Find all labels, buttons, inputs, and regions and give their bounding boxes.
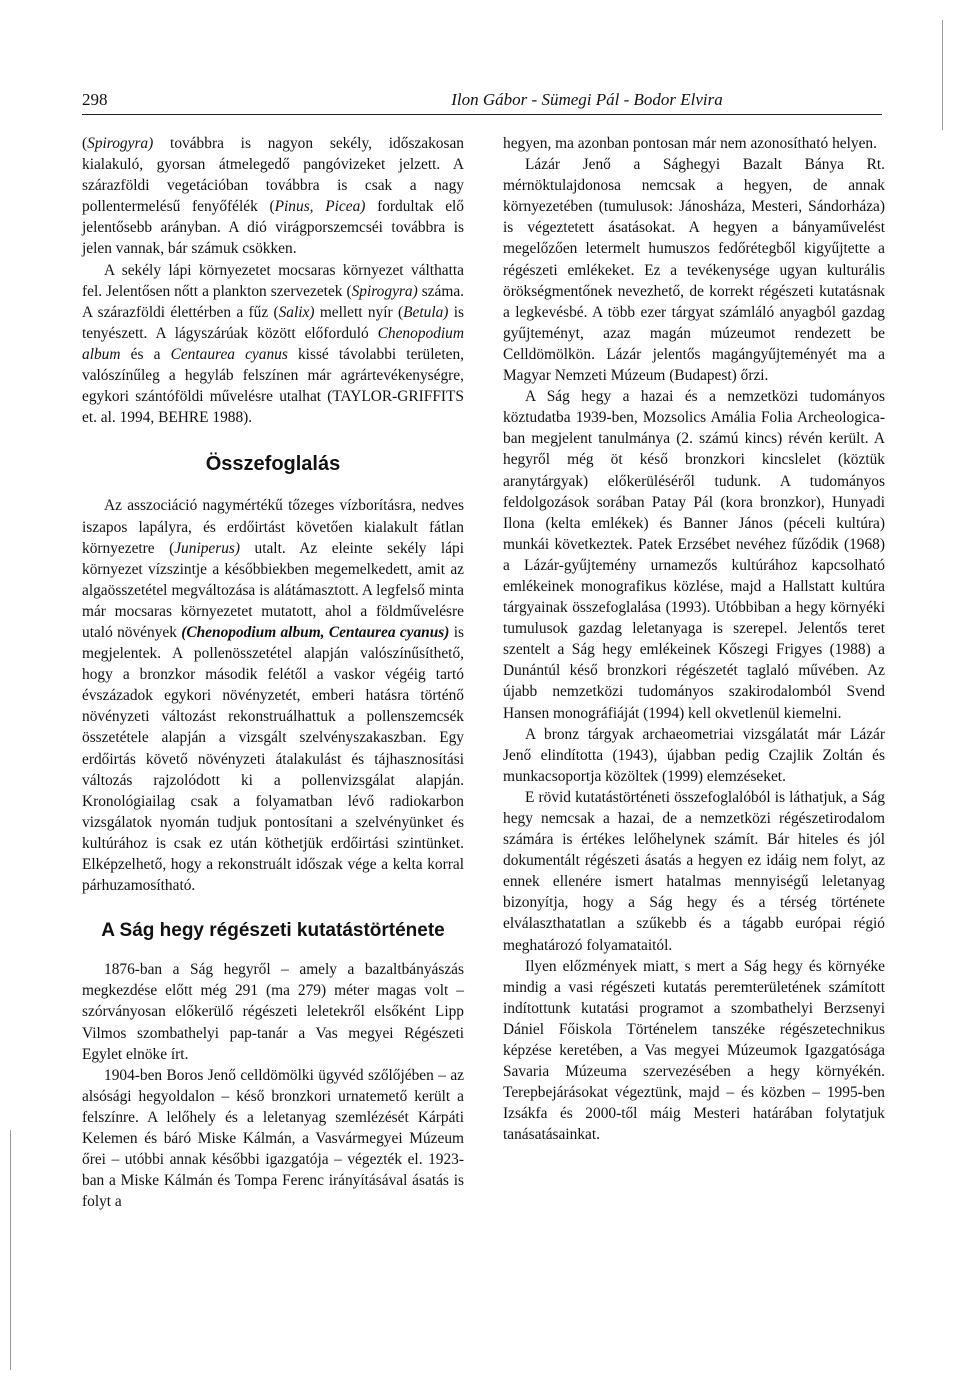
paragraph: Az asszociáció nagymértékű tőzeges vízborításra, nedves iszapos lapályra, és erdőirtást követően kialakult fátlan környezetre (Juniperus) utalt. Az eleinte sekély lápi környezet vízszintje a későbbiekben megemelkedett, amit az algaösszetétel megváltozása is alátámasztott. A legfelső minta már mocsaras környezetet mutatott, ahol a földművelésre utaló növények (Chenopodium album, Centaurea cyanus) is megjelentek. A pollenösszetétel alapján valószínűsíthető, hogy a bronzkor második felétől a vaskor végéig tartó évszázadok egykori növényzetét, emberi hatásra történő növényzeti változást rekonstruálhattuk a pollenszemcsék összetétele alapján a vizsgált szelvényszakaszban. Egy erdőirtás követő növényzeti átalakulást és tájhasznosítási változás rajzolódott ki a pollenvizsgálat alapján. Kronológiailag csak a folyamatban lévő radiokarbon vizsgálatok nyomán tudjuk pontosítani a szelvényünket és kultúrához is csak ez után köthetjük erdőirtási szintünket. Elképzelhető, hogy a rekonstruált időszak vége a kelta korral párhuzamosítható. [82, 497, 465, 895]
paragraph: A Ság hegy a hazai és a nemzetközi tudományos köztudatba 1939-ben, Mozsolics Amália Folia Archeologica-ban megjelent tanulmánya (2. számú kincs) révén került. A hegyről még öt késő bronzkori kincslelet (köztük aranytárgyak) előkerüléséről tudunk. A tudományos feldolgozások sorában Patay Pál (kora bronzkor), Hunyadi Ilona (kelta emlékek) és Banner János (péceli kultúra) munkái következtek. Patek Erzsébet nevéhez fűződik (1968) a Lázár-gyűjtemény urnamezős kultúrához kapcsolható emlékeinek monografikus közlése, majd a Hallstatt kultúra tárgyainak összefoglalása (1993). Utóbbiban a hegy környéki tumulusok gazdag leletanyaga is szerepel. Jelentős teret szentelt a Ság hegy emlékeinek Kőszegi Frigyes (1988) a Dunántúl késő bronzkori régészetét taglaló művében. Az újabb nemzetközi tudományos szakirodalomból Svend Hansen monográfiáját (1994) kell okvetlenül kiemelni. [503, 388, 885, 722]
paragraph: Ilyen előzmények miatt, s mert a Ság hegy és környéke mindig a vasi régészeti kutatás peremterületének számított indítottunk kutatási programot a szombathelyi Berzsenyi Dániel Főiskola Történelem tanszéke régészetechnikus képzése keretében, a Vas megyei Múzeumok Igazgatósága Savaria Múzeuma szervezésében a hegy környékén. Terepbejárásokat végeztünk, majd – és közben – 1995-ben Izsákfa és 2000-től máig Mesteri határában folytatjuk tanásatásainkat. [503, 957, 885, 1144]
running-title: Ilon Gábor - Sümegi Pál - Bodor Elvira [451, 90, 723, 109]
page-header [82, 88, 882, 115]
paragraph: 1876-ban a Ság hegyről – amely a bazaltbányászás megkezdése előtt még 291 (ma 279) méter magas volt – szórványosan előkerülő régészeti leletekről elsőként Lipp Vilmos szombathelyi pap-tanár a Vas megyei Régészeti Egylet elnöke írt. [82, 961, 464, 1063]
paragraph: A sekély lápi környezetet mocsaras környezet válthatta fel. Jelentősen nőtt a plankton szervezetek (Spirogyra) száma. A szárazföldi élettérben a fűz (Salix) mellett nyír (Betula) is tenyészett. A lágyszárúak között előforduló Chenopodium album és a Centaurea cyanus kissé távolabbi területen, valószínűleg a hegyláb felszínen már agrártevékenységre, egykori szántóföldi művelésre utalhat (TAYLOR-GRIFFITS et. al. 1994, BEHRE 1988). [82, 261, 464, 427]
emphasis-text: Salix) [278, 303, 315, 321]
emphasis-text: Chenopodium album [82, 324, 464, 363]
emphasis-text: Juniperus) [174, 539, 241, 557]
scan-edge-mark [942, 20, 943, 130]
emphasis-text: Centaurea cyanus [170, 345, 288, 363]
emphasis-text: Spirogyra) [87, 135, 154, 152]
scan-edge-mark [10, 1130, 11, 1370]
left-column [82, 133, 464, 1212]
page-number: 298 [82, 90, 108, 109]
paragraph: Lázár Jenő a Sághegyi Bazalt Bánya Rt. mérnöktulajdonosa nemcsak a hegyen, de annak környezetében (tumulusok: Jánosháza, Mesteri, Sándorháza) is végeztetett ásatásokat. A hegyen a bányaművelést megelőzően letermelt humuszos fedőrétegből kigyűjtette a régészeti emlékeket. Ez a tevékenysége ugyan kulturális örökségmentőnek nevezhető, de korrekt régészeti kutatásnak a legkevésbé. A több ezer tárgyat számláló anyagból gazdag gyűjteményt, azaz magán múzeumot rendezett be Celldömölkön. Lázár jelentős magángyűjteményét ma a Magyar Nemzeti Múzeum (Budapest) őrzi. [503, 156, 885, 385]
paragraph: hegyen, ma azonban pontosan már nem azonosítható helyen. [503, 135, 877, 152]
emphasis-text: Betula) [403, 303, 449, 321]
paragraph: (Spirogyra) továbbra is nagyon sekély, időszakosan kialakuló, gyorsan átmelegedő pangóvizeket jelzett. A szárazföldi vegetációban továbbra is csak a nagy pollentermelésű fenyőfélék (Pinus, Picea) fordultak elő jelentősebb arányban. A dió virágporszemcséi továbbra is jelen vannak, bár számuk csökken. [82, 135, 464, 258]
emphasis-text: (Chenopodium album, Centaurea cyanus) [181, 623, 450, 641]
summary-heading: Összefoglalás [205, 453, 341, 476]
right-column [503, 133, 885, 1146]
paragraph: A bronz tárgyak archaeometriai vizsgálatát már Lázár Jenő elindította (1943), újabban pedig Czajlik Zoltán és munkacsoportja közöltek (1999) elemzéseket. [503, 725, 885, 785]
paragraph: E rövid kutatástörténeti összefoglalóból is láthatjuk, a Ság hegy nemcsak a hazai, de a nemzetközi régészetirodalom számára is értékes lelőhelynek számít. Bár hiteles és jól dokumentált régészeti ásatás a hegyen ez idáig nem folyt, az ennek ellenére ismert hatalmas mennyiségű leletanyag bizonyítja, hogy a Ság hegy és a térség története elválaszthatatlan a szűkebb és a tágabb európai régió meghatározó folyamataitól. [503, 788, 885, 954]
paragraph: 1904-ben Boros Jenő celldömölki ügyvéd szőlőjében – az alsósági hegyoldalon – késő bronzkori urnatemető került a felszínre. A lelőhely és a leletanyag szemlézését Kárpáti Kelemen és báró Miske Kálmán, a Vasvármegyei Múzeum őrei – utóbbi annak későbbi igazgatója – végezték el. 1923-ban a Miske Kálmán és Tompa Ferenc irányításával ásatás is folyt a [82, 1066, 464, 1211]
emphasis-text: Spirogyra) [351, 282, 418, 300]
history-heading: A Ság hegy régészeti kutatástörténete [101, 920, 445, 942]
emphasis-text: Pinus, Picea) [274, 198, 366, 216]
